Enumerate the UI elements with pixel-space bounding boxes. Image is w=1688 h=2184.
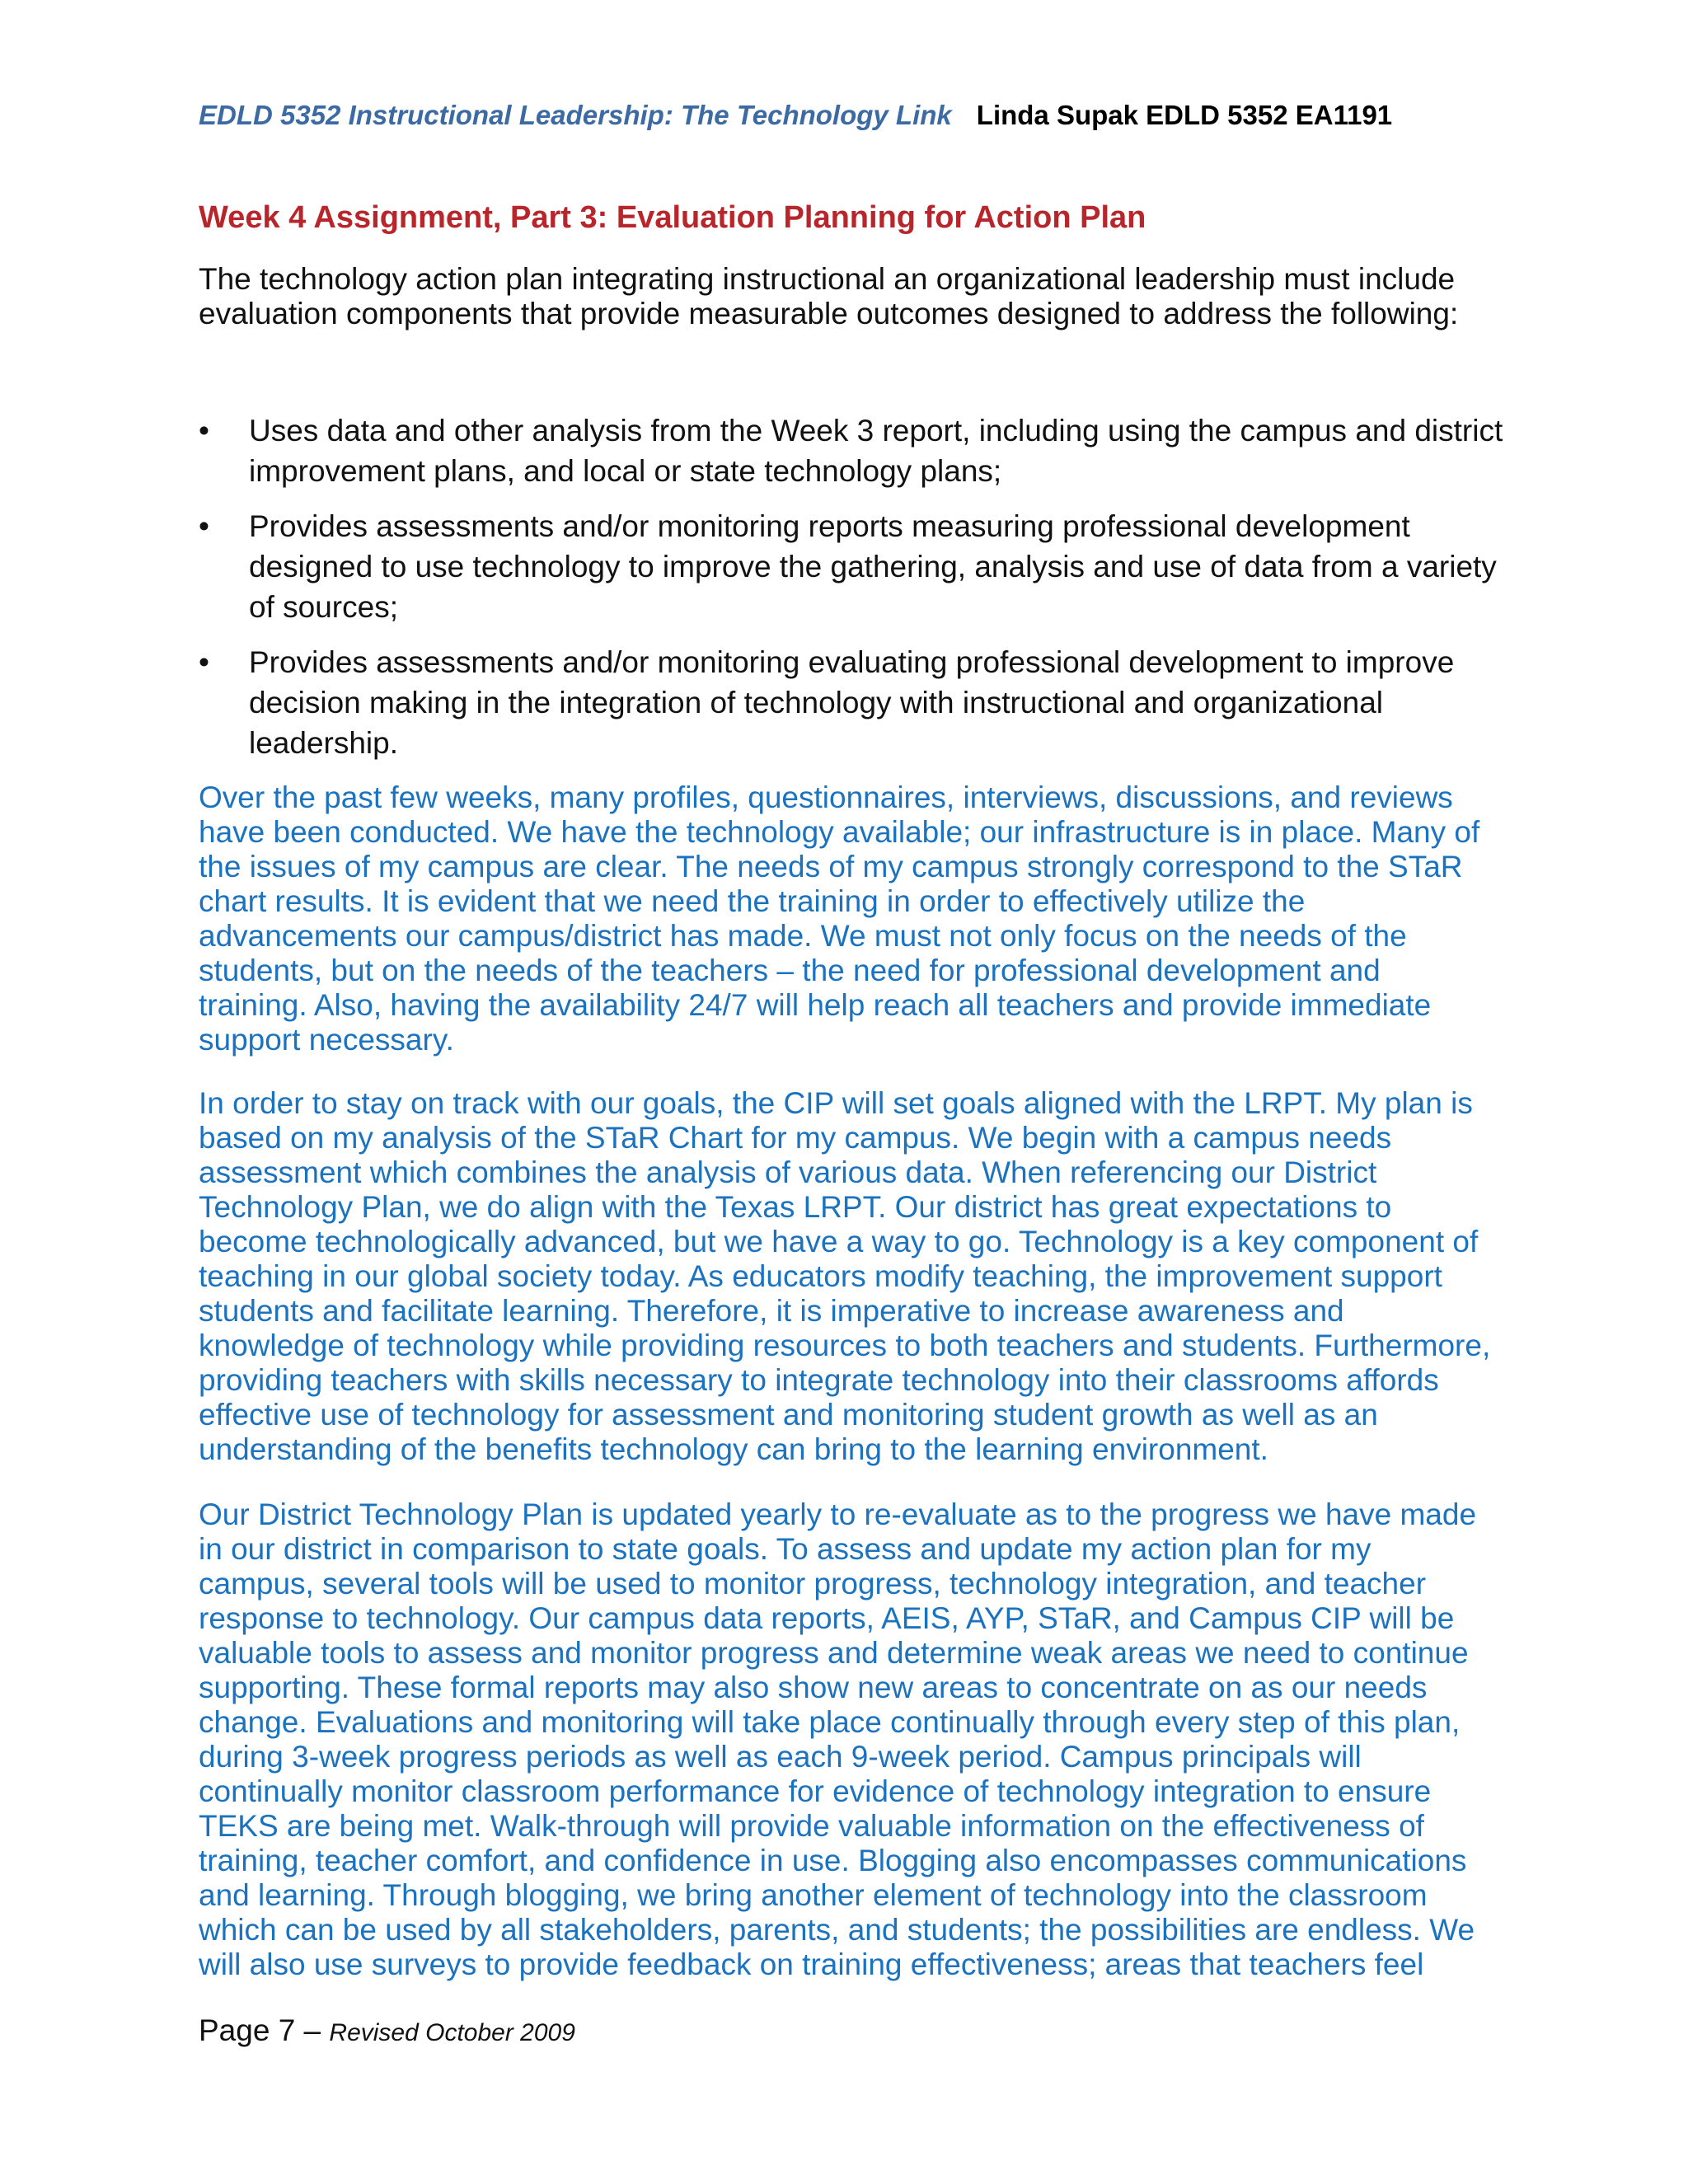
assignment-title: Week 4 Assignment, Part 3: Evaluation Planning for Action Plan: [199, 200, 1146, 235]
response-paragraph-2: In order to stay on track with our goals, the CIP will set goals aligned with the LRPT. My plan is based on my analysis of the STaR Chart for my campus. We begin with a campus needs assessment which combines the analysis of various data. When referencing our District Technology Plan, we do align with the Texas LRPT. Our district has great expectations to become technologically advanced, but we have a way to go. Technology is a key component of teaching in our global society today. As educators modify teaching, the improvement support students and facilitate learning. Therefore, it is imperative to increase awareness and knowledge of technology while providing resources to both teachers and students. Furthermore, providing teachers with skills necessary to integrate technology into their classrooms affords effective use of technology for assessment and monitoring student growth as well as an understanding of the benefits technology can bring to the learning environment.: [199, 1086, 1491, 1466]
list-item-text: Provides assessments and/or monitoring evaluating professional development to improve decision making in the integration of technology with instructional and organizational leadership.: [249, 645, 1455, 760]
page-number: Page 7 –: [199, 2013, 330, 2047]
response-paragraph-1: Over the past few weeks, many profiles, questionnaires, interviews, discussions, and reviews have been conducted. We have the technology available; our infrastructure is in place. Many of the issues of my campus are clear. The needs of my campus strongly correspond to the STaR chart results. It is evident that we need the training in order to effectively utilize the advancements our campus/district has made. We must not only focus on the needs of the students, but on the needs of the teachers – the need for professional development and training. Also, having the availability 24/7 will help reach all teachers and provide immediate support necessary.: [199, 780, 1480, 1057]
bullet-icon: •: [199, 509, 209, 543]
list-item-text: Uses data and other analysis from the Week 3 report, including using the campus and district improvement plans, and local or state technology plans;: [249, 414, 1503, 488]
course-title: EDLD 5352 Instructional Leadership: The Technology Link: [199, 100, 952, 130]
bullet-icon: •: [199, 645, 209, 679]
list-item: [199, 410, 1517, 491]
revision-note: Revised October 2009: [329, 2019, 575, 2046]
list-item-text: Provides assessments and/or monitoring reports measuring professional development designed to use technology to improve the gathering, analysis and use of data from a variety of sources;: [249, 509, 1497, 624]
list-item: [199, 642, 1517, 763]
requirements-list: [199, 410, 1517, 778]
bullet-icon: •: [199, 414, 209, 448]
response-paragraph-3: Our District Technology Plan is updated yearly to re-evaluate as to the progress we have made in our district in comparison to state goals. To assess and update my action plan for my campus, several tools will be used to monitor progress, technology integration, and teacher response to technology. Our campus data reports, AEIS, AYP, STaR, and Campus CIP will be valuable tools to assess and monitor progress and determine weak areas we need to continue supporting. These formal reports may also show new areas to concentrate on as our needs change. Evaluations and monitoring will take place continually through every step of this plan, during 3-week progress periods as well as each 9-week period. Campus principals will continually monitor classroom performance for evidence of technology integration to ensure TEKS are being met. Walk-through will provide valuable information on the effectiveness of training, teacher comfort, and confidence in use. Blogging also encompasses communications and learning. Through blogging, we bring another element of technology into the classroom which can be used by all stakeholders, parents, and students; the possibilities are endless. We will also use surveys to provide feedback on training effectiveness; areas that teachers feel: [199, 1497, 1477, 1981]
intro-paragraph: The technology action plan integrating instructional an organizational leadership must include evaluation components that provide measurable outcomes designed to address the following:: [199, 262, 1459, 330]
page-header: [199, 97, 1550, 134]
page-footer: [199, 2013, 575, 2051]
list-item: [199, 506, 1517, 627]
author-info: Linda Supak EDLD 5352 EA1191: [976, 100, 1393, 130]
